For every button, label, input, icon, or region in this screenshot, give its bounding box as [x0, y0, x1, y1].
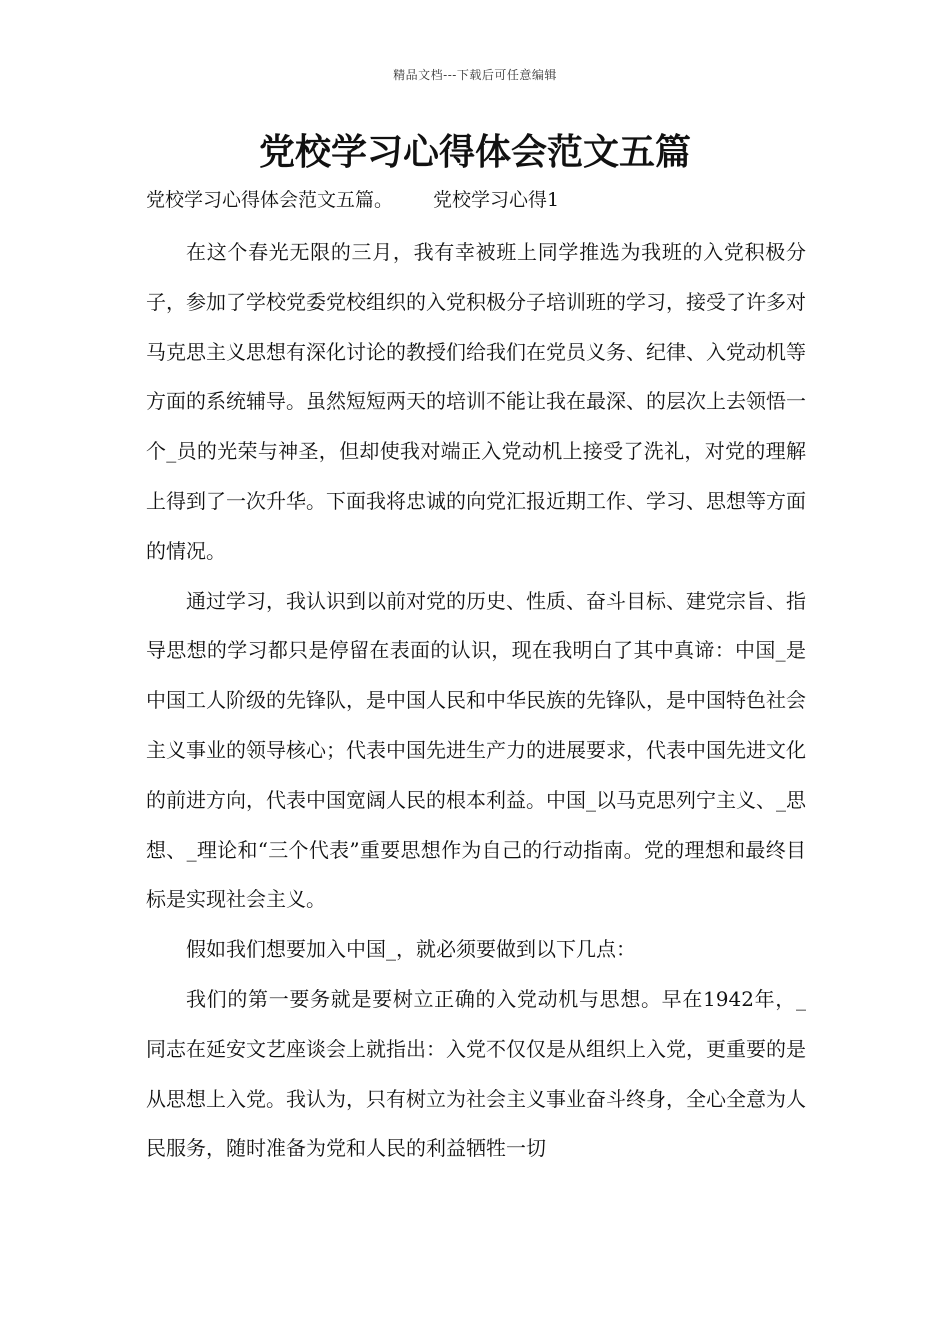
paragraph: 通过学习，我认识到以前对党的历史、性质、奋斗目标、建党宗旨、指导思想的学习都只是停留在表面的认识，现在我明白了其中真谛：中国_是中国工人阶级的先锋队，是中国人民和中华民族的先锋队，是中国特色社会主义事业的领导核心；代表中国先进生产力的进展要求，代表中国先进文化的前进方向，代表中国宽阔人民的根本利益。中国_以马克思列宁主义、_思想、_理论和“三个代表”重要思想作为自己的行动指南。党的理想和最终目标是实现社会主义。 [146, 588, 806, 912]
paragraph: 假如我们想要加入中国_，就必须要做到以下几点： [186, 937, 636, 962]
document-title: 党校学习心得体会范文五篇 [258, 132, 691, 173]
subtitle-left: 党校学习心得体会范文五篇。 [146, 189, 394, 211]
body-text [146, 228, 806, 1174]
subtitle-right: 党校学习心得1 [433, 189, 560, 211]
paragraph: 在这个春光无限的三月，我有幸被班上同学推选为我班的入党积极分子，参加了学校党委党校组织的入党积极分子培训班的学习，接受了许多对马克思主义思想有深化讨论的教授们给我们在党员义务、纪律、入党动机等方面的系统辅导。虽然短短两天的培训不能让我在最深、的层次上去领悟一个_员的光荣与神圣，但却使我对端正入党动机上接受了洗礼，对党的理解上得到了一次升华。下面我将忠诚的向党汇报近期工作、学习、思想等方面的情况。 [146, 240, 806, 563]
header-note: 精品文档---下载后可任意编辑 [393, 68, 557, 82]
paragraph: 我们的第一要务就是要树立正确的入党动机与思想。早在1942年，_同志在延安文艺座谈会上就指出：入党不仅仅是从组织上入党，更重要的是从思想上入党。我认为，只有树立为社会主义事业奋斗终身，全心全意为人民服务，随时准备为党和人民的利益牺牲一切 [146, 986, 806, 1161]
subtitle-line [146, 186, 559, 214]
